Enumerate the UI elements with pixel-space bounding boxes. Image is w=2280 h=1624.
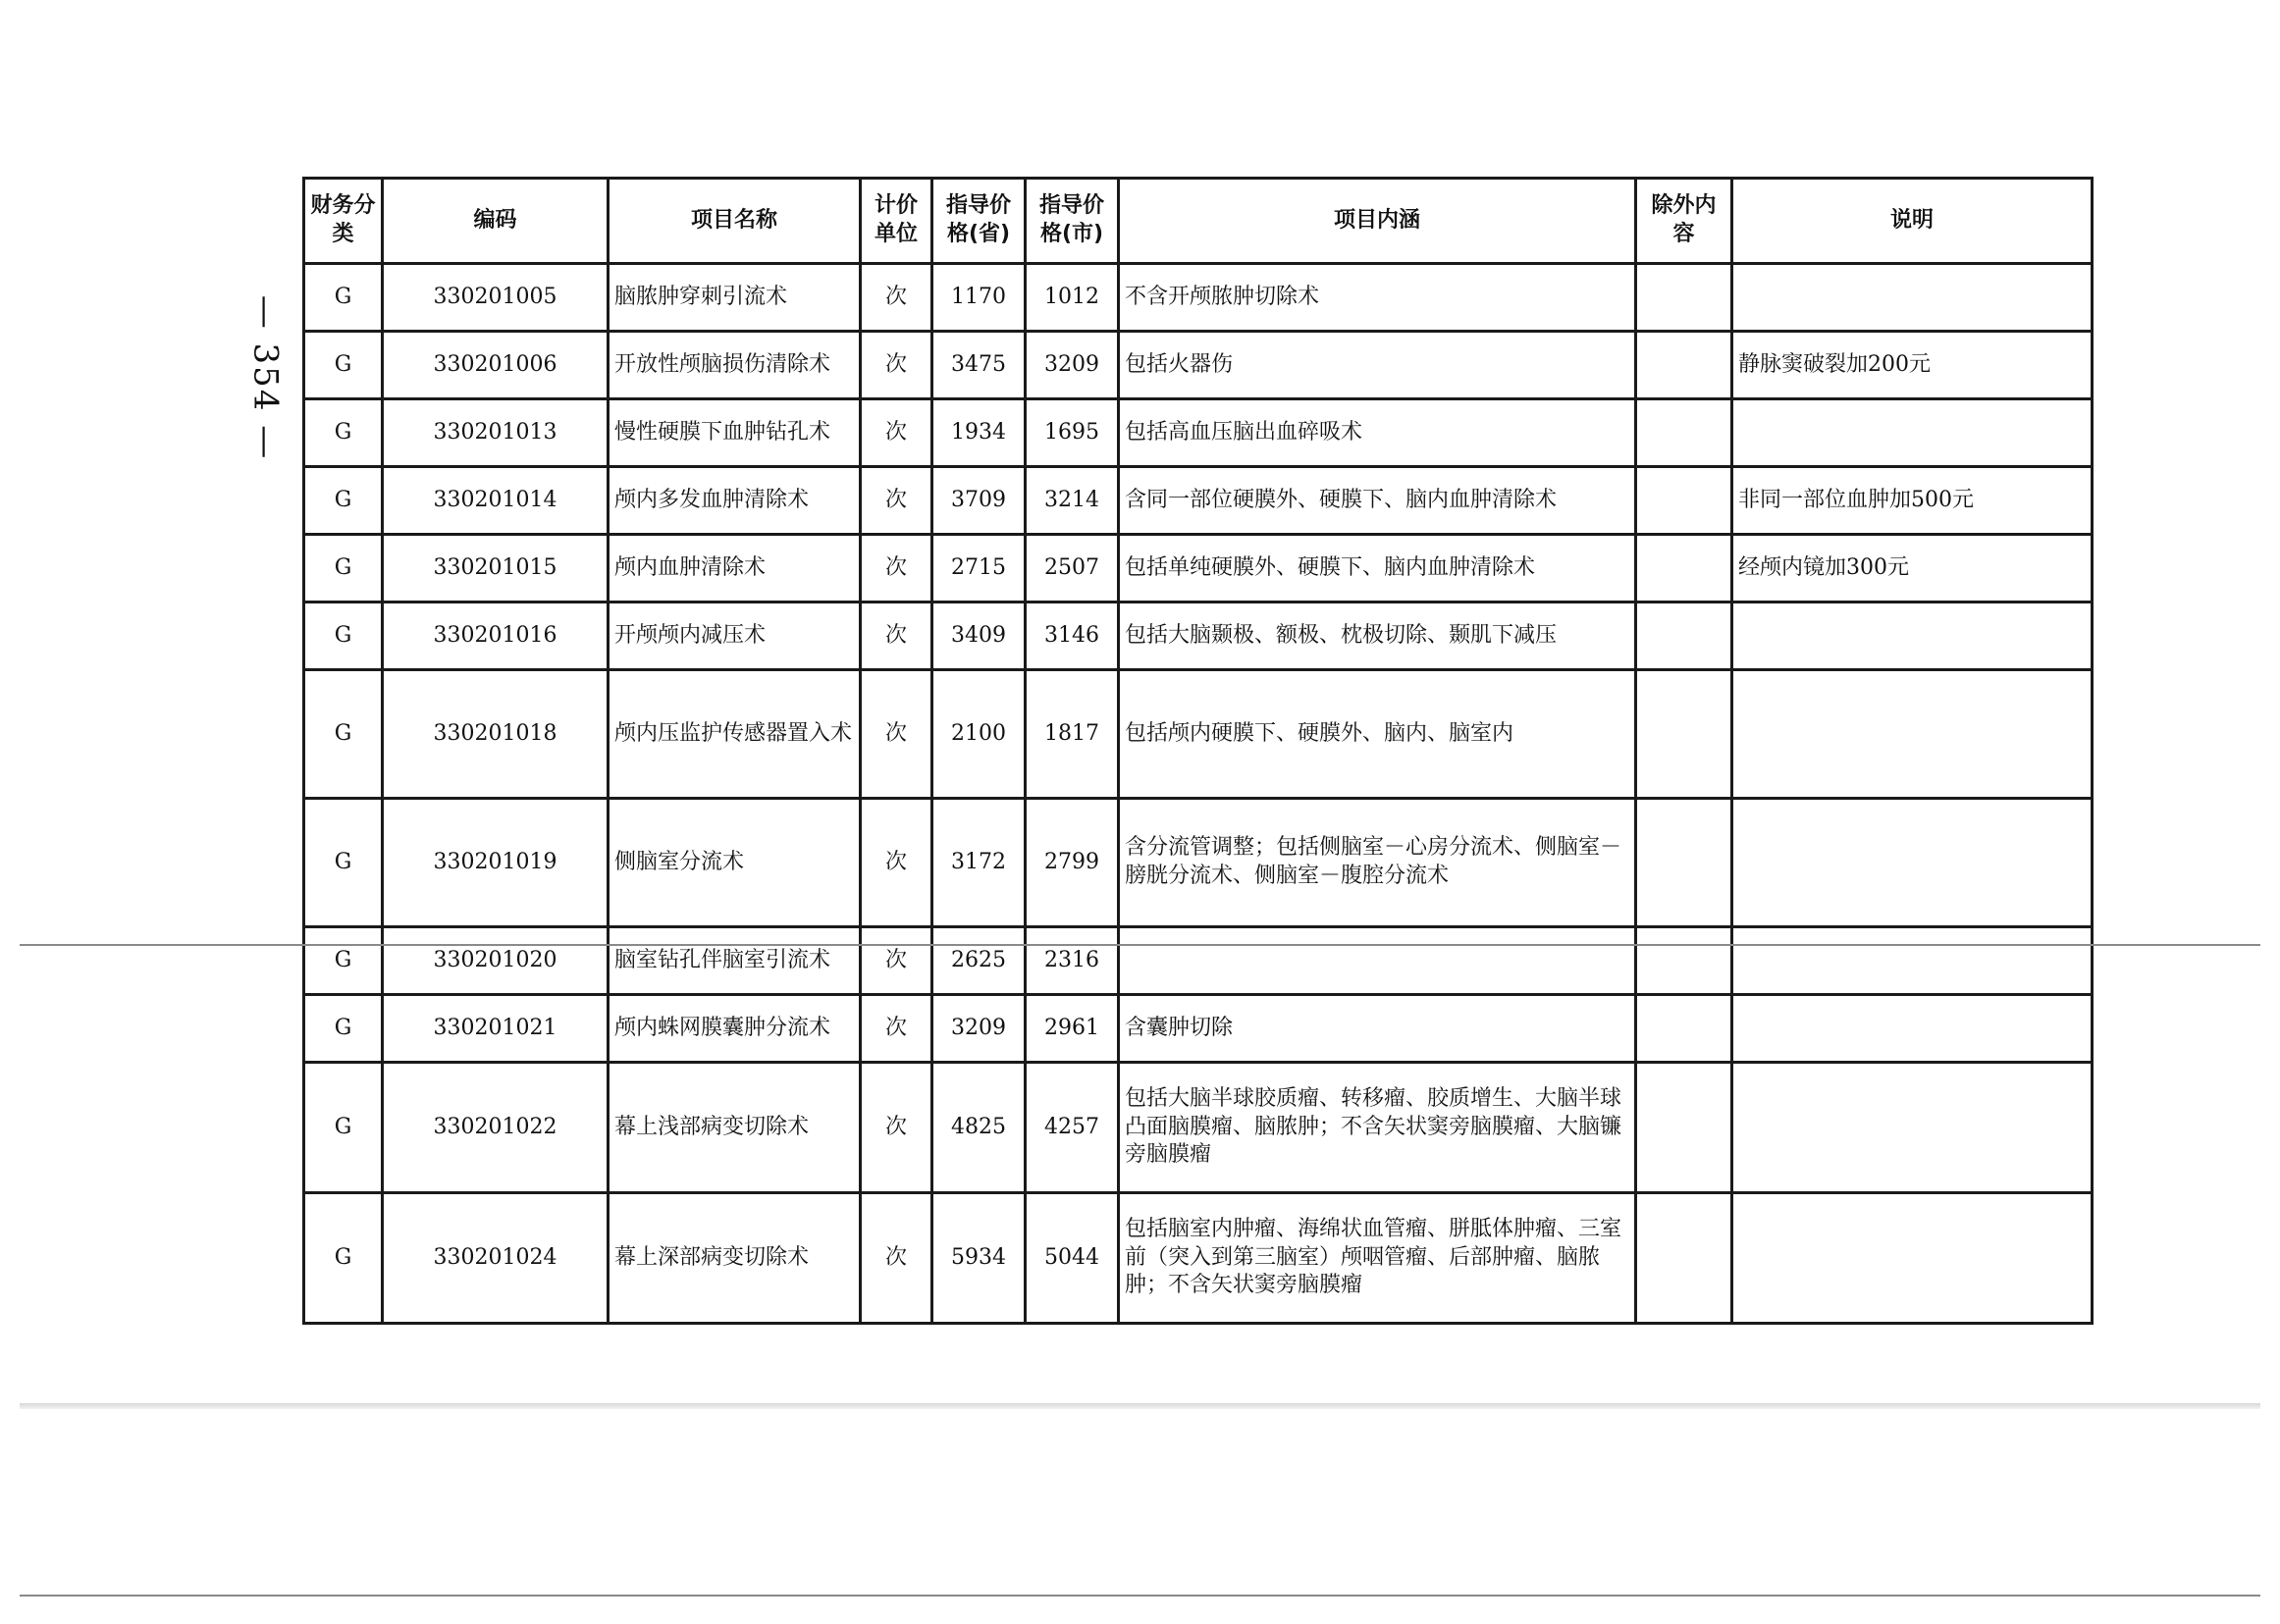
cell-notes	[1732, 1193, 2093, 1324]
cell-exclusions	[1636, 1193, 1732, 1324]
cell-notes	[1732, 799, 2093, 927]
cell-name: 幕上浅部病变切除术	[609, 1063, 861, 1193]
cell-price-city: 1695	[1026, 399, 1119, 467]
cell-code: 330201020	[383, 927, 609, 995]
cell-category: G	[304, 332, 383, 399]
cell-code: 330201005	[383, 264, 609, 332]
table-row	[304, 995, 2093, 1063]
header-unit: 计价单位	[861, 179, 932, 264]
cell-name: 颅内血肿清除术	[609, 535, 861, 602]
cell-unit: 次	[861, 995, 932, 1063]
cell-category: G	[304, 602, 383, 670]
table-row	[304, 1063, 2093, 1193]
cell-price-province: 4825	[932, 1063, 1026, 1193]
cell-exclusions	[1636, 332, 1732, 399]
cell-content: 不含开颅脓肿切除术	[1119, 264, 1636, 332]
cell-code: 330201024	[383, 1193, 609, 1324]
cell-price-city: 2316	[1026, 927, 1119, 995]
cell-code: 330201015	[383, 535, 609, 602]
cell-name: 慢性硬膜下血肿钻孔术	[609, 399, 861, 467]
table-header	[304, 179, 2093, 264]
cell-name: 侧脑室分流术	[609, 799, 861, 927]
table-row	[304, 332, 2093, 399]
header-category: 财务分类	[304, 179, 383, 264]
cell-exclusions	[1636, 399, 1732, 467]
cell-exclusions	[1636, 602, 1732, 670]
cell-name: 开放性颅脑损伤清除术	[609, 332, 861, 399]
cell-price-province: 2100	[932, 670, 1026, 799]
header-price-city: 指导价格(市)	[1026, 179, 1119, 264]
cell-notes	[1732, 602, 2093, 670]
cell-content: 包括脑室内肿瘤、海绵状血管瘤、胼胝体肿瘤、三室前（突入到第三脑室）颅咽管瘤、后部肿瘤、脑脓肿；不含矢状窦旁脑膜瘤	[1119, 1193, 1636, 1324]
cell-exclusions	[1636, 799, 1732, 927]
cell-content: 包括大脑颞极、额极、枕极切除、颞肌下减压	[1119, 602, 1636, 670]
scan-bottom-line	[20, 1595, 2260, 1597]
cell-name: 脑室钻孔伴脑室引流术	[609, 927, 861, 995]
cell-price-province: 3409	[932, 602, 1026, 670]
cell-category: G	[304, 927, 383, 995]
cell-notes	[1732, 995, 2093, 1063]
cell-notes	[1732, 670, 2093, 799]
cell-code: 330201006	[383, 332, 609, 399]
cell-code: 330201018	[383, 670, 609, 799]
cell-unit: 次	[861, 670, 932, 799]
header-content: 项目内涵	[1119, 179, 1636, 264]
cell-content: 包括单纯硬膜外、硬膜下、脑内血肿清除术	[1119, 535, 1636, 602]
cell-unit: 次	[861, 332, 932, 399]
cell-content: 含分流管调整；包括侧脑室－心房分流术、侧脑室－膀胱分流术、侧脑室－腹腔分流术	[1119, 799, 1636, 927]
cell-price-city: 3214	[1026, 467, 1119, 535]
cell-notes	[1732, 927, 2093, 995]
cell-category: G	[304, 264, 383, 332]
cell-exclusions	[1636, 927, 1732, 995]
cell-price-city: 3146	[1026, 602, 1119, 670]
cell-content: 包括颅内硬膜下、硬膜外、脑内、脑室内	[1119, 670, 1636, 799]
table-row	[304, 602, 2093, 670]
cell-exclusions	[1636, 264, 1732, 332]
cell-price-city: 2799	[1026, 799, 1119, 927]
cell-unit: 次	[861, 799, 932, 927]
cell-price-province: 3709	[932, 467, 1026, 535]
cell-category: G	[304, 399, 383, 467]
header-name: 项目名称	[609, 179, 861, 264]
cell-code: 330201013	[383, 399, 609, 467]
cell-price-city: 2961	[1026, 995, 1119, 1063]
table-row	[304, 535, 2093, 602]
cell-price-province: 5934	[932, 1193, 1026, 1324]
cell-unit: 次	[861, 467, 932, 535]
cell-content	[1119, 927, 1636, 995]
table-row	[304, 927, 2093, 995]
cell-category: G	[304, 535, 383, 602]
cell-name: 脑脓肿穿刺引流术	[609, 264, 861, 332]
table-row	[304, 467, 2093, 535]
cell-unit: 次	[861, 535, 932, 602]
cell-notes: 非同一部位血肿加500元	[1732, 467, 2093, 535]
table-row	[304, 1193, 2093, 1324]
cell-notes	[1732, 1063, 2093, 1193]
table-row	[304, 670, 2093, 799]
cell-code: 330201019	[383, 799, 609, 927]
cell-content: 包括高血压脑出血碎吸术	[1119, 399, 1636, 467]
scan-shadow-band	[20, 1403, 2260, 1409]
page-number: — 354 —	[245, 294, 286, 461]
cell-exclusions	[1636, 670, 1732, 799]
table-row	[304, 799, 2093, 927]
header-price-province: 指导价格(省)	[932, 179, 1026, 264]
cell-name: 颅内压监护传感器置入术	[609, 670, 861, 799]
cell-exclusions	[1636, 535, 1732, 602]
cell-content: 包括火器伤	[1119, 332, 1636, 399]
cell-category: G	[304, 1063, 383, 1193]
cell-code: 330201021	[383, 995, 609, 1063]
cell-unit: 次	[861, 264, 932, 332]
cell-price-province: 2625	[932, 927, 1026, 995]
table-row	[304, 264, 2093, 332]
table-row	[304, 399, 2093, 467]
cell-price-city: 3209	[1026, 332, 1119, 399]
cell-unit: 次	[861, 1063, 932, 1193]
cell-name: 颅内多发血肿清除术	[609, 467, 861, 535]
cell-content: 包括大脑半球胶质瘤、转移瘤、胶质增生、大脑半球凸面脑膜瘤、脑脓肿；不含矢状窦旁脑膜瘤、大脑镰旁脑膜瘤	[1119, 1063, 1636, 1193]
cell-price-province: 2715	[932, 535, 1026, 602]
cell-price-province: 1170	[932, 264, 1026, 332]
cell-category: G	[304, 1193, 383, 1324]
cell-exclusions	[1636, 1063, 1732, 1193]
cell-unit: 次	[861, 1193, 932, 1324]
cell-content: 含囊肿切除	[1119, 995, 1636, 1063]
cell-code: 330201016	[383, 602, 609, 670]
cell-notes	[1732, 264, 2093, 332]
cell-category: G	[304, 467, 383, 535]
cell-name: 幕上深部病变切除术	[609, 1193, 861, 1324]
cell-price-province: 3172	[932, 799, 1026, 927]
cell-price-city: 1012	[1026, 264, 1119, 332]
cell-price-city: 5044	[1026, 1193, 1119, 1324]
header-exclusions: 除外内容	[1636, 179, 1732, 264]
header-notes: 说明	[1732, 179, 2093, 264]
cell-category: G	[304, 670, 383, 799]
cell-exclusions	[1636, 995, 1732, 1063]
cell-notes: 静脉窦破裂加200元	[1732, 332, 2093, 399]
cell-name: 颅内蛛网膜囊肿分流术	[609, 995, 861, 1063]
cell-notes: 经颅内镜加300元	[1732, 535, 2093, 602]
cell-unit: 次	[861, 399, 932, 467]
header-code: 编码	[383, 179, 609, 264]
cell-category: G	[304, 995, 383, 1063]
cell-unit: 次	[861, 602, 932, 670]
cell-price-province: 3475	[932, 332, 1026, 399]
cell-category: G	[304, 799, 383, 927]
cell-content: 含同一部位硬膜外、硬膜下、脑内血肿清除术	[1119, 467, 1636, 535]
cell-price-province: 3209	[932, 995, 1026, 1063]
cell-name: 开颅颅内减压术	[609, 602, 861, 670]
cell-price-city: 2507	[1026, 535, 1119, 602]
cell-code: 330201022	[383, 1063, 609, 1193]
cell-code: 330201014	[383, 467, 609, 535]
cell-price-city: 4257	[1026, 1063, 1119, 1193]
cell-price-province: 1934	[932, 399, 1026, 467]
fee-table	[302, 177, 2094, 1325]
cell-exclusions	[1636, 467, 1732, 535]
cell-unit: 次	[861, 927, 932, 995]
cell-notes	[1732, 399, 2093, 467]
scan-fold-line	[20, 944, 2260, 946]
cell-price-city: 1817	[1026, 670, 1119, 799]
